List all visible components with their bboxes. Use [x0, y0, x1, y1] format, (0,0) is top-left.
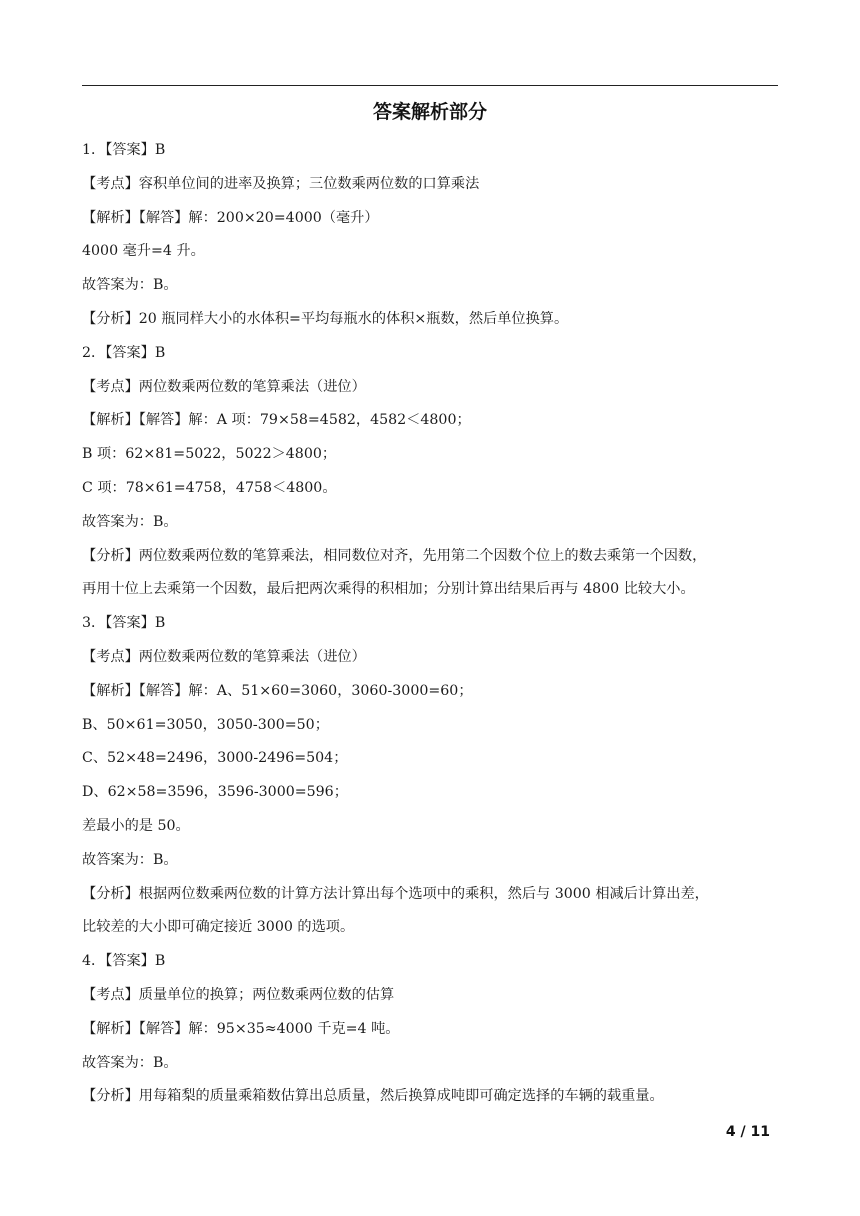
text-line: 故答案为：B。 — [82, 1054, 178, 1071]
text-line: 比较差的大小即可确定接近 3000 的选项。 — [82, 919, 355, 936]
text-line: 再用十位上去乘第一个因数，最后把两次乘得的积相加；分别计算出结果后再与 4800 比较大小。 — [82, 581, 695, 598]
text-line: B、50×61=3050，3050-300=50； — [82, 716, 329, 733]
text-line: 故答案为：B。 — [82, 851, 178, 868]
text-line: 故答案为：B。 — [82, 513, 178, 530]
text-line: 3．【答案】B — [82, 615, 166, 632]
text-line: 4000 毫升=4 升。 — [82, 243, 205, 260]
text-line: 【解析】【解答】解：95×35≈4000 千克=4 吨。 — [82, 1020, 400, 1037]
page-number: 4 / 11 — [725, 1124, 770, 1140]
answer-content — [82, 134, 778, 1114]
text-line: 【解析】【解答】解：200×20=4000（毫升） — [82, 209, 379, 226]
text-line: 【考点】容积单位间的进率及换算；三位数乘两位数的口算乘法 — [82, 175, 480, 192]
text-line: 故答案为：B。 — [82, 277, 178, 294]
text-line: B 项：62×81=5022，5022＞4800； — [82, 446, 337, 463]
text-line: 差最小的是 50。 — [82, 817, 190, 834]
text-line: 【分析】用每箱梨的质量乘箱数估算出总质量，然后换算成吨即可确定选择的车辆的载重量。 — [82, 1088, 664, 1105]
text-line: 【考点】两位数乘两位数的笔算乘法（进位） — [82, 378, 366, 395]
text-line: C 项：78×61=4758，4758＜4800。 — [82, 479, 337, 496]
text-line: 4．【答案】B — [82, 953, 166, 970]
page-title: 答案解析部分 — [372, 101, 487, 123]
text-line: 【解析】【解答】解：A 项：79×58=4582，4582＜4800； — [82, 412, 471, 429]
text-line: 2．【答案】B — [82, 344, 166, 361]
text-line: D、62×58=3596，3596-3000=596； — [82, 784, 348, 801]
text-line: 【分析】根据两位数乘两位数的计算方法计算出每个选项中的乘积，然后与 3000 相减后计算出差， — [82, 885, 709, 902]
text-line: 【分析】20 瓶同样大小的水体积=平均每瓶水的体积×瓶数，然后单位换算。 — [82, 310, 569, 327]
text-line: 1．【答案】B — [82, 142, 166, 158]
text-line: 【分析】两位数乘两位数的笔算乘法，相同数位对齐，先用第二个因数个位上的数去乘第一个因数， — [82, 547, 707, 564]
text-line: C、52×48=2496，3000-2496=504； — [82, 750, 348, 767]
header-rule — [82, 85, 778, 86]
text-line: 【考点】两位数乘两位数的笔算乘法（进位） — [82, 648, 366, 665]
text-line: 【解析】【解答】解：A、51×60=3060，3060-3000=60； — [82, 682, 473, 699]
text-line: 【考点】质量单位的换算；两位数乘两位数的估算 — [82, 986, 395, 1003]
